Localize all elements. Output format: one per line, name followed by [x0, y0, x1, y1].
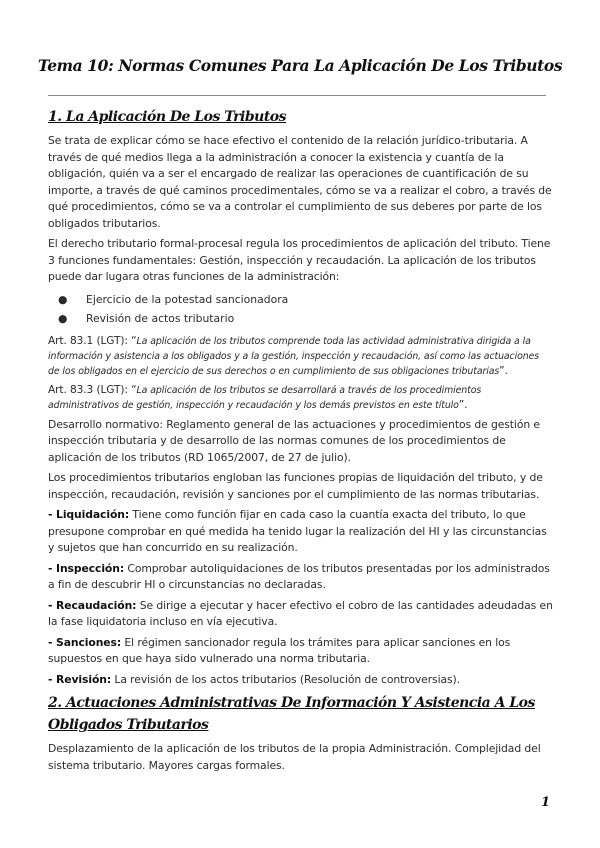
- bullet-icon: ●: [58, 312, 68, 325]
- section-2-paragraph-1: Desplazamiento de la aplicación de los tributos de la propia Administración. Complejidad del sistema tributario. Mayores cargas formales.: [48, 742, 541, 772]
- definition-liquidacion: - Liquidación: Tiene como función fijar en cada caso la cuantía exacta del tributo, lo que presupone comprobar en qué medida ha tenido lugar la realización del HI y las circunstancias y sujetos que han concurrido en su realización.: [48, 508, 547, 554]
- section-1-paragraph-2: El derecho tributario formal-procesal regula los procedimientos de aplicación del tributo. Tiene 3 funciones fundamentales: Gestión, inspección y recaudación. La aplicación de los tributos puede dar lugara otras funciones de la administración:: [48, 237, 551, 283]
- page-number: 1: [540, 795, 550, 810]
- bullet-icon: ●: [58, 292, 68, 306]
- functions-list: [48, 290, 553, 329]
- section-1-paragraph-4: Los procedimientos tributarios engloban las funciones propias de liquidación del tributo, y de inspección, recaudación, revisión y sanciones por el cumplimiento de las normas tributarias.: [48, 471, 543, 501]
- section-1-paragraph-3: Desarrollo normativo: Reglamento general de las actuaciones y procedimientos de gestión e inspección tributaria y de desarrollo de las normas comunes de los procedimientos de aplicación de los tributos (RD 1065/2007, de 27 de julio).: [48, 417, 540, 464]
- list-item: ● Revisión de actos tributario: [48, 309, 553, 329]
- article-83-3-quote: Art. 83.3 (LGT): “La aplicación de los tributos se desarrollará a través de los procedimientos administrativos de gestión, inspección y recaudación y los demás previstos en este título”.: [48, 383, 482, 411]
- list-item: ● Ejercicio de la potestad sancionadora: [48, 290, 553, 310]
- document-title: Tema 10: Normas Comunes Para La Aplicación De Los Tributos: [37, 56, 563, 75]
- definition-revision: - Revisión: La revisión de los actos tributarios (Resolución de controversias).: [48, 672, 460, 686]
- section-2-heading: 2. Actuaciones Administrativas De Información Y Asistencia A Los Obligados Tributarios: [48, 695, 535, 733]
- section-1-heading: 1. La Aplicación De Los Tributos: [48, 109, 287, 125]
- document-body: [48, 101, 553, 778]
- definition-sanciones: - Sanciones: El régimen sancionador regula los trámites para aplicar sanciones en los supuestos en que haya sido vulnerado una norma tributaria.: [48, 635, 511, 665]
- section-1-paragraph-1: Se trata de explicar cómo se hace efectivo el contenido de la relación jurídico-tributaria. A través de qué medios llega a la administración a conocer la existencia y cuantía de la obligación, quién va a ser el encargado de realizar las operaciones de cuantificación de su importe, a través de qué caminos procedimentales, cómo se va a realizar el cobro, a través de qué procedimientos, cómo se va a controlar el cumplimiento de sus deberes por parte de los obligados tributarios.: [48, 134, 552, 230]
- definition-recaudacion: - Recaudación: Se dirige a ejecutar y hacer efectivo el cobro de las cantidades adeudadas en la fase liquidatoria incluso en vía ejecutiva.: [48, 598, 553, 628]
- definition-inspeccion: - Inspección: Comprobar autoliquidaciones de los tributos presentadas por los administrados a fin de descubrir HI o circunstancias no declaradas.: [48, 561, 550, 591]
- title-divider: [48, 95, 546, 96]
- article-83-1-quote: Art. 83.1 (LGT): “La aplicación de los tributos comprende toda las actividad administrativa dirigida a la información y asistencia a los obligados y a la gestión, inspección y recaudación, así como las actuaciones de los obligados en el ejercicio de sus derechos o en cumplimiento de sus obligaciones tributarias”.: [48, 334, 540, 377]
